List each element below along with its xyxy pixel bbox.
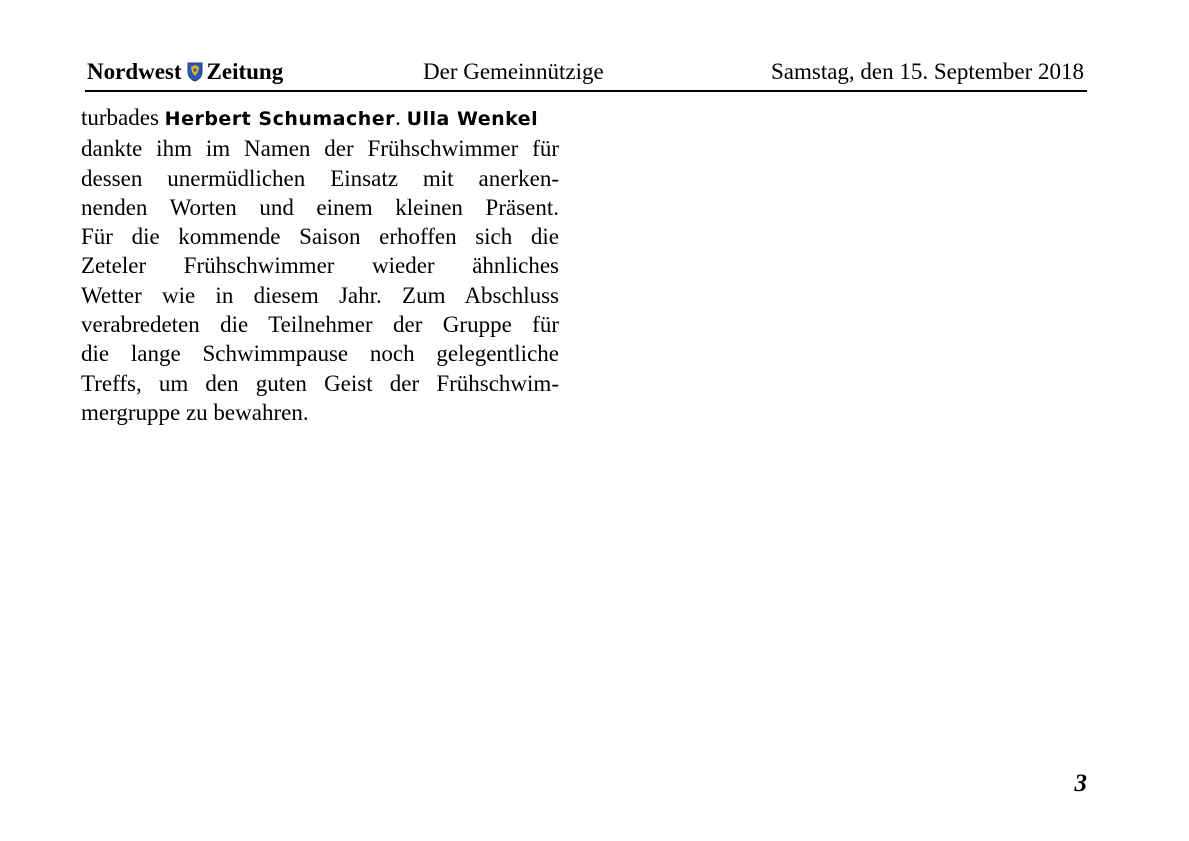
person-name: Herbert Schumacher: [164, 108, 396, 130]
header-divider: [85, 90, 1087, 92]
article-line: die lange Schwimmpause noch gelegentliche: [81, 341, 559, 367]
article-text: [81, 103, 559, 427]
article-line: Wetter wie in diesem Jahr. Zum Abschluss: [81, 282, 559, 308]
article-line: Zeteler Frühschwimmer wieder ähnliches: [81, 253, 559, 279]
person-name: Ulla Wenkel: [406, 108, 539, 130]
masthead-zeitung: Zeitung: [206, 59, 284, 84]
article-line: nenden Worten und einem kleinen Präsent.: [81, 194, 559, 220]
page-header: [85, 57, 1087, 91]
article-line: verabredeten die Teilnehmer der Gruppe für: [81, 312, 559, 338]
article-line: Treffs, um den guten Geist der Frühschwim-: [81, 370, 559, 396]
issue-date: Samstag, den 15. September 2018: [770, 59, 1084, 84]
newspaper-masthead: [87, 59, 283, 85]
page-number: 3: [1074, 770, 1087, 797]
masthead-nordwest: Nordwest: [87, 59, 182, 84]
article-line: mergruppe zu bewahren.: [81, 399, 309, 425]
section-title: Der Gemeinnützige: [423, 59, 604, 84]
article-text-fragment: turbades: [81, 105, 165, 130]
coat-of-arms-icon: [187, 62, 203, 82]
article-line: [81, 103, 559, 134]
article-line: dessen unermüdlichen Einsatz mit anerken-: [81, 165, 559, 191]
article-text-fragment: .: [395, 105, 407, 130]
article-line: dankte ihm im Namen der Frühschwimmer für: [81, 136, 559, 162]
article-line: Für die kommende Saison erhoffen sich die: [81, 224, 559, 250]
